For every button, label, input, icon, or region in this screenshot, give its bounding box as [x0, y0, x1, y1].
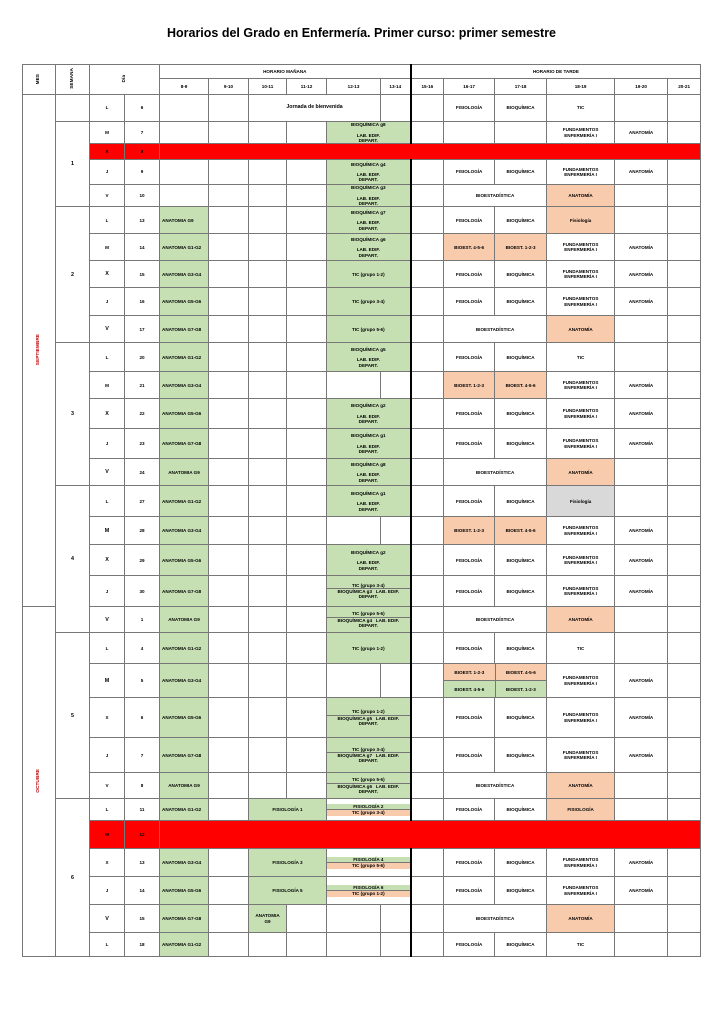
class-cell: FISIOLOGÍA — [444, 877, 495, 905]
day-letter: L — [90, 207, 125, 234]
day-number: 17 — [125, 316, 160, 343]
class-cell: ANATOMIA G5-G6 — [160, 399, 209, 429]
day-letter: V — [90, 607, 125, 633]
class-cell: ANATOMÍA — [547, 607, 615, 633]
class-cell: FUNDAMENTOS ENFERMERÍA I — [547, 517, 615, 545]
class-cell: ANATOMIA G3-G4 — [160, 664, 209, 698]
class-cell: BIOEST. 1-2-3 — [444, 372, 495, 399]
class-cell: BIOQUÍMICA g8 LAB. EDIF. DEPART. — [327, 122, 411, 144]
table-row — [23, 288, 701, 316]
day-letter: V — [90, 459, 125, 486]
class-cell: FUNDAMENTOS ENFERMERÍA I — [547, 160, 615, 185]
hour-12-13: 12-13 — [327, 79, 381, 95]
class-cell: BIOQUÍMICA — [495, 576, 547, 607]
class-cell: ANATOMÍA — [615, 545, 668, 576]
class-cell: BIOQUÍMICA — [495, 799, 547, 821]
class-cell: ANATOMIA G3-G4 — [160, 372, 209, 399]
day-letter: J — [90, 288, 125, 316]
welcome-day: Jornada de bienvenida — [249, 95, 381, 122]
day-number: 28 — [125, 517, 160, 545]
day-letter: V — [90, 316, 125, 343]
table-row — [23, 122, 701, 144]
class-cell: ANATOMÍA — [615, 160, 668, 185]
day-number: 6 — [125, 698, 160, 738]
class-cell: FUNDAMENTOS ENFERMERÍA I — [547, 399, 615, 429]
class-cell: BIOQUÍMICA g7 LAB. EDIF. DEPART. — [327, 207, 411, 234]
week-number: 1 — [56, 122, 90, 207]
class-cell: ANATOMÍA — [547, 773, 615, 799]
day-number: 27 — [125, 486, 160, 517]
class-cell: FISIOLOGÍA — [444, 288, 495, 316]
class-cell: FUNDAMENTOS ENFERMERÍA I — [547, 288, 615, 316]
day-number: 20 — [125, 343, 160, 372]
class-cell: BIOEST. 1-2-3 BIOEST. 4-5-6 BIOEST. 4-5-6 BIOEST. 1-2-3 — [444, 664, 547, 698]
class-cell: FISIOLOGÍA — [444, 343, 495, 372]
day-letter: M — [90, 664, 125, 698]
day-letter: J — [90, 429, 125, 459]
table-row — [23, 738, 701, 773]
class-cell: ANATOMÍA — [615, 576, 668, 607]
day-number: 14 — [125, 877, 160, 905]
class-cell: FISIOLOGÍA — [444, 545, 495, 576]
page-title: Horarios del Grado en Enfermería. Primer curso: primer semestre — [166, 26, 557, 40]
class-cell: BIOQUÍMICA g2 LAB. EDIF. DEPART. — [327, 545, 411, 576]
week-number: 2 — [56, 207, 90, 343]
class-cell: FUNDAMENTOS ENFERMERÍA I — [547, 234, 615, 261]
class-cell: FUNDAMENTOS ENFERMERÍA I — [547, 664, 615, 698]
class-cell: ANATOMÍA — [615, 664, 668, 698]
schedule-table — [22, 64, 701, 957]
class-cell: FUNDAMENTOS ENFERMERÍA I — [547, 261, 615, 288]
class-cell: ANATOMIA G3-G4 — [160, 517, 209, 545]
class-cell: BIOESTADÍSTICA — [444, 773, 547, 799]
table-row — [23, 698, 701, 738]
class-cell: ANATOMIA G7-G8 — [160, 429, 209, 459]
holiday-band — [160, 144, 701, 160]
class-cell: ANATOMÍA — [615, 122, 668, 144]
day-letter: X — [90, 399, 125, 429]
table-row — [23, 905, 701, 933]
class-cell: TIC (grupo 1-2) — [327, 261, 411, 288]
day-number: 4 — [125, 633, 160, 664]
class-cell: BIOQUÍMICA — [495, 288, 547, 316]
table-row — [23, 633, 701, 664]
day-letter: V — [90, 905, 125, 933]
day-number: 12 — [125, 821, 160, 849]
day-letter: J — [90, 160, 125, 185]
day-number: 11 — [125, 799, 160, 821]
class-cell: ANATOMIA G5-G6 — [160, 877, 209, 905]
table-row — [23, 517, 701, 545]
table-row — [23, 664, 701, 698]
class-cell: BIOQUÍMICA — [495, 486, 547, 517]
table-row — [23, 234, 701, 261]
day-number: 14 — [125, 234, 160, 261]
table-row — [23, 849, 701, 877]
table-row-holiday — [23, 821, 701, 849]
week-number: 6 — [56, 799, 90, 957]
class-cell: FISIOLOGÍA — [444, 486, 495, 517]
hour-16-17: 16-17 — [444, 79, 495, 95]
class-cell: FISIOLOGÍA — [444, 849, 495, 877]
day-letter: J — [90, 738, 125, 773]
class-cell: ANATOMIA G9 — [249, 905, 287, 933]
class-cell: BIOEST. 4-5-6 — [444, 234, 495, 261]
class-cell: BIOQUÍMICA — [495, 207, 547, 234]
class-cell: TIC — [547, 343, 615, 372]
table-row — [23, 607, 701, 633]
class-cell: FISIOLOGÍA 1 — [249, 799, 327, 821]
day-letter: X — [90, 545, 125, 576]
class-cell: FISIOLOGÍA — [444, 261, 495, 288]
class-cell: FISIOLOGÍA — [444, 429, 495, 459]
table-row — [23, 459, 701, 486]
hour-17-18: 17-18 — [495, 79, 547, 95]
day-letter: X — [90, 849, 125, 877]
class-cell: FUNDAMENTOS ENFERMERÍA I — [547, 122, 615, 144]
class-cell: BIOESTADÍSTICA — [444, 905, 547, 933]
holiday-band — [160, 821, 701, 849]
class-cell: ANATOMÍA — [547, 185, 615, 207]
day-number: 15 — [125, 905, 160, 933]
hour-8-9: 8-9 — [160, 79, 209, 95]
day-letter: L — [90, 486, 125, 517]
class-cell: FISIOLOGÍA 5 — [249, 877, 327, 905]
table-row — [23, 207, 701, 234]
class-cell: BIOEST. 4-5-6 — [495, 372, 547, 399]
class-cell: FUNDAMENTOS ENFERMERÍA I — [547, 372, 615, 399]
class-cell: FISIOLOGÍA — [444, 160, 495, 185]
table-row — [23, 773, 701, 799]
day-letter: L — [90, 343, 125, 372]
class-cell: FUNDAMENTOS ENFERMERÍA I — [547, 849, 615, 877]
day-number: 5 — [125, 664, 160, 698]
class-cell: BIOQUÍMICA — [495, 261, 547, 288]
table-row — [23, 576, 701, 607]
class-cell: BIOQUÍMICA — [495, 399, 547, 429]
class-cell: Fisiología — [547, 207, 615, 234]
day-letter: L — [90, 933, 125, 957]
table-row — [23, 545, 701, 576]
class-cell: ANATOMÍA — [615, 698, 668, 738]
class-cell: FISIOLOGÍA — [547, 799, 615, 821]
class-cell: ANATOMIA G5-G6 — [160, 545, 209, 576]
day-number: 23 — [125, 429, 160, 459]
class-cell: ANATOMÍA — [615, 399, 668, 429]
class-cell: FUNDAMENTOS ENFERMERÍA I — [547, 877, 615, 905]
class-cell: FISIOLOGÍA 6 TIC (grupo 1-2) — [327, 877, 411, 905]
class-cell: BIOQUÍMICA g1 LAB. EDIF. DEPART. — [327, 429, 411, 459]
table-row — [23, 486, 701, 517]
class-cell: BIOESTADÍSTICA — [444, 459, 547, 486]
class-cell: FISIOLOGÍA — [444, 738, 495, 773]
class-cell: BIOQUÍMICA — [495, 545, 547, 576]
header-mes: MES — [23, 65, 56, 95]
table-row — [23, 185, 701, 207]
week-number: 3 — [56, 343, 90, 486]
day-letter: X — [90, 698, 125, 738]
class-cell: ANATOMIA G5-G6 — [160, 698, 209, 738]
class-cell: ANATOMÍA — [547, 316, 615, 343]
class-cell: FUNDAMENTOS ENFERMERÍA I — [547, 429, 615, 459]
class-cell: BIOQUÍMICA — [495, 849, 547, 877]
day-number: 10 — [125, 185, 160, 207]
class-cell: FUNDAMENTOS ENFERMERÍA I — [547, 698, 615, 738]
day-letter: M — [90, 234, 125, 261]
class-cell: ANATOMIA G3-G4 — [160, 849, 209, 877]
day-number: 8 — [125, 144, 160, 160]
class-cell: FUNDAMENTOS ENFERMERÍA I — [547, 576, 615, 607]
day-letter: L — [90, 799, 125, 821]
class-cell: FISIOLOGÍA 3 — [249, 849, 327, 877]
class-cell: TIC (grupo 3-4) BIOQUÍMICA g7 LAB. EDIF. DEPART. — [327, 738, 411, 773]
hour-15-16: 15-16 — [411, 79, 444, 95]
day-letter: L — [90, 95, 125, 122]
day-number: 7 — [125, 122, 160, 144]
class-cell: TIC (grupo 5-6) — [327, 316, 411, 343]
class-cell: BIOESTADÍSTICA — [444, 607, 547, 633]
class-cell: BIOESTADÍSTICA — [444, 185, 547, 207]
class-cell: FISIOLOGÍA — [444, 95, 495, 122]
class-cell: ANATOMÍA — [615, 877, 668, 905]
class-cell: BIOQUÍMICA — [495, 429, 547, 459]
class-cell: FISIOLOGÍA 4 TIC (grupo 5-6) — [327, 849, 411, 877]
day-number: 7 — [125, 738, 160, 773]
table-row — [23, 399, 701, 429]
day-number: 1 — [125, 607, 160, 633]
class-cell: ANATOMÍA — [615, 517, 668, 545]
class-cell: Fisiología — [547, 486, 615, 517]
class-cell: ANATOMÍA — [547, 905, 615, 933]
class-cell: TIC (grupo 5-6) BIOQUÍMICA g6 LAB. EDIF. DEPART. — [327, 773, 411, 799]
class-cell: ANATOMIA G1-G2 — [160, 343, 209, 372]
class-cell: BIOQUÍMICA — [495, 160, 547, 185]
class-cell: BIOQUÍMICA g4 LAB. EDIF. DEPART. — [327, 160, 411, 185]
week-number: 5 — [56, 633, 90, 799]
class-cell: TIC (grupo 1-2) BIOQUÍMICA g5 LAB. EDIF. DEPART. — [327, 698, 411, 738]
class-cell: ANATOMIA G7-G8 — [160, 738, 209, 773]
class-cell: ANATOMIA G7-G8 — [160, 576, 209, 607]
day-letter: V — [90, 185, 125, 207]
table-row — [23, 429, 701, 459]
day-letter: M — [90, 821, 125, 849]
class-cell: TIC (grupo 5-6) BIOQUÍMICA g4 LAB. EDIF. DEPART. — [327, 607, 411, 633]
class-cell: FISIOLOGÍA — [444, 799, 495, 821]
day-letter: X — [90, 144, 125, 160]
class-cell: ANATOMIA G1-G2 — [160, 799, 209, 821]
hour-10-11: 10-11 — [249, 79, 287, 95]
table-row — [23, 372, 701, 399]
class-cell: ANATOMÍA — [615, 849, 668, 877]
class-cell: TIC — [547, 633, 615, 664]
class-cell: BIOQUÍMICA — [495, 738, 547, 773]
hour-19-20: 19-20 — [615, 79, 668, 95]
day-number: 24 — [125, 459, 160, 486]
day-letter: J — [90, 576, 125, 607]
class-cell: BIOQUÍMICA g3 LAB. EDIF. DEPART. — [327, 185, 411, 207]
class-cell: BIOQUÍMICA — [495, 698, 547, 738]
class-cell: BIOQUÍMICA g1 LAB. EDIF. DEPART. — [327, 486, 411, 517]
class-cell: BIOQUÍMICA g8 LAB. EDIF. DEPART. — [327, 459, 411, 486]
class-cell: BIOQUÍMICA — [495, 633, 547, 664]
class-cell: ANATOMÍA — [615, 288, 668, 316]
class-cell: BIOQUÍMICA — [495, 877, 547, 905]
day-letter: J — [90, 877, 125, 905]
class-cell: FUNDAMENTOS ENFERMERÍA I — [547, 738, 615, 773]
day-number: 13 — [125, 207, 160, 234]
month-october: OCTUBRE — [23, 607, 56, 957]
class-cell: ANATOMIA G7-G8 — [160, 905, 209, 933]
hour-20-21: 20-21 — [668, 79, 701, 95]
class-cell: FISIOLOGÍA — [444, 698, 495, 738]
class-cell: ANATOMÍA — [547, 459, 615, 486]
hour-11-12: 11-12 — [287, 79, 327, 95]
class-cell: FISIOLOGÍA — [444, 576, 495, 607]
class-cell: ANATOMIA G1-G2 — [160, 234, 209, 261]
class-cell: FISIOLOGÍA — [444, 633, 495, 664]
day-number: 8 — [125, 773, 160, 799]
table-row — [23, 933, 701, 957]
table-row — [23, 316, 701, 343]
day-number: 6 — [125, 95, 160, 122]
class-cell: ANATOMIA G9 — [160, 207, 209, 234]
day-number: 29 — [125, 545, 160, 576]
class-cell: BIOEST. 1-2-3 — [495, 234, 547, 261]
class-cell: ANATOMÍA — [615, 234, 668, 261]
day-number: 30 — [125, 576, 160, 607]
day-letter: M — [90, 122, 125, 144]
class-cell: FISIOLOGÍA 2 TIC (grupo 3-4) — [327, 799, 411, 821]
header-morning: HORARIO MAÑANA — [160, 65, 411, 79]
class-cell: ANATOMIA G7-G8 — [160, 316, 209, 343]
hour-18-19: 18-19 — [547, 79, 615, 95]
table-row — [23, 160, 701, 185]
class-cell: TIC (grupo 1-2) — [327, 633, 411, 664]
class-cell: ANATOMIA G9 — [160, 607, 209, 633]
class-cell: ANATOMÍA — [615, 372, 668, 399]
class-cell: BIOEST. 4-5-6 — [495, 517, 547, 545]
class-cell: FISIOLOGÍA — [444, 207, 495, 234]
table-row — [23, 261, 701, 288]
class-cell: ANATOMIA G9 — [160, 773, 209, 799]
table-row — [23, 877, 701, 905]
table-row — [23, 799, 701, 821]
header-dia: Día — [90, 65, 160, 95]
class-cell: ANATOMÍA — [615, 738, 668, 773]
class-cell: TIC (grupo 3-4) — [327, 288, 411, 316]
class-cell: BIOQUÍMICA g5 LAB. EDIF. DEPART. — [327, 343, 411, 372]
class-cell: ANATOMIA G3-G4 — [160, 261, 209, 288]
day-letter: M — [90, 517, 125, 545]
table-row — [23, 343, 701, 372]
class-cell: FISIOLOGÍA — [444, 933, 495, 957]
day-number: 13 — [125, 849, 160, 877]
day-number: 16 — [125, 288, 160, 316]
header-row-shifts — [23, 65, 701, 79]
header-semana: SEMANA — [56, 65, 90, 95]
class-cell: ANATOMIA G1-G2 — [160, 933, 209, 957]
week-number: 4 — [56, 486, 90, 633]
table-row-holiday — [23, 144, 701, 160]
class-cell: BIOQUÍMICA — [495, 95, 547, 122]
class-cell: BIOEST. 1-2-3 — [444, 517, 495, 545]
hour-9-10: 9-10 — [209, 79, 249, 95]
month-september: SEPTIEMBRE — [23, 95, 56, 607]
hour-13-14: 13-14 — [381, 79, 411, 95]
class-cell: TIC — [547, 933, 615, 957]
day-letter: L — [90, 633, 125, 664]
class-cell: FUNDAMENTOS ENFERMERÍA I — [547, 545, 615, 576]
class-cell: ANATOMIA G9 — [160, 459, 209, 486]
day-letter: X — [90, 261, 125, 288]
class-cell: BIOQUÍMICA — [495, 933, 547, 957]
class-cell: TIC (grupo 3-4) BIOQUÍMICA g3 LAB. EDIF. DEPART. — [327, 576, 411, 607]
day-number: 21 — [125, 372, 160, 399]
class-cell: ANATOMIA G5-G6 — [160, 288, 209, 316]
class-cell: TIC — [547, 95, 615, 122]
class-cell: FISIOLOGÍA — [444, 399, 495, 429]
class-cell: BIOESTADÍSTICA — [444, 316, 547, 343]
day-number: 18 — [125, 933, 160, 957]
class-cell: BIOQUÍMICA g2 LAB. EDIF. DEPART. — [327, 399, 411, 429]
class-cell: ANATOMÍA — [615, 261, 668, 288]
day-letter: V — [90, 773, 125, 799]
class-cell: ANATOMÍA — [615, 429, 668, 459]
table-row — [23, 95, 701, 122]
header-afternoon: HORARIO DE TARDE — [411, 65, 701, 79]
day-letter: M — [90, 372, 125, 399]
class-cell: ANATOMIA G1-G2 — [160, 633, 209, 664]
day-number: 9 — [125, 160, 160, 185]
day-number: 15 — [125, 261, 160, 288]
class-cell: BIOQUÍMICA g6 LAB. EDIF. DEPART. — [327, 234, 411, 261]
day-number: 22 — [125, 399, 160, 429]
class-cell: ANATOMIA G1-G2 — [160, 486, 209, 517]
class-cell: BIOQUÍMICA — [495, 343, 547, 372]
